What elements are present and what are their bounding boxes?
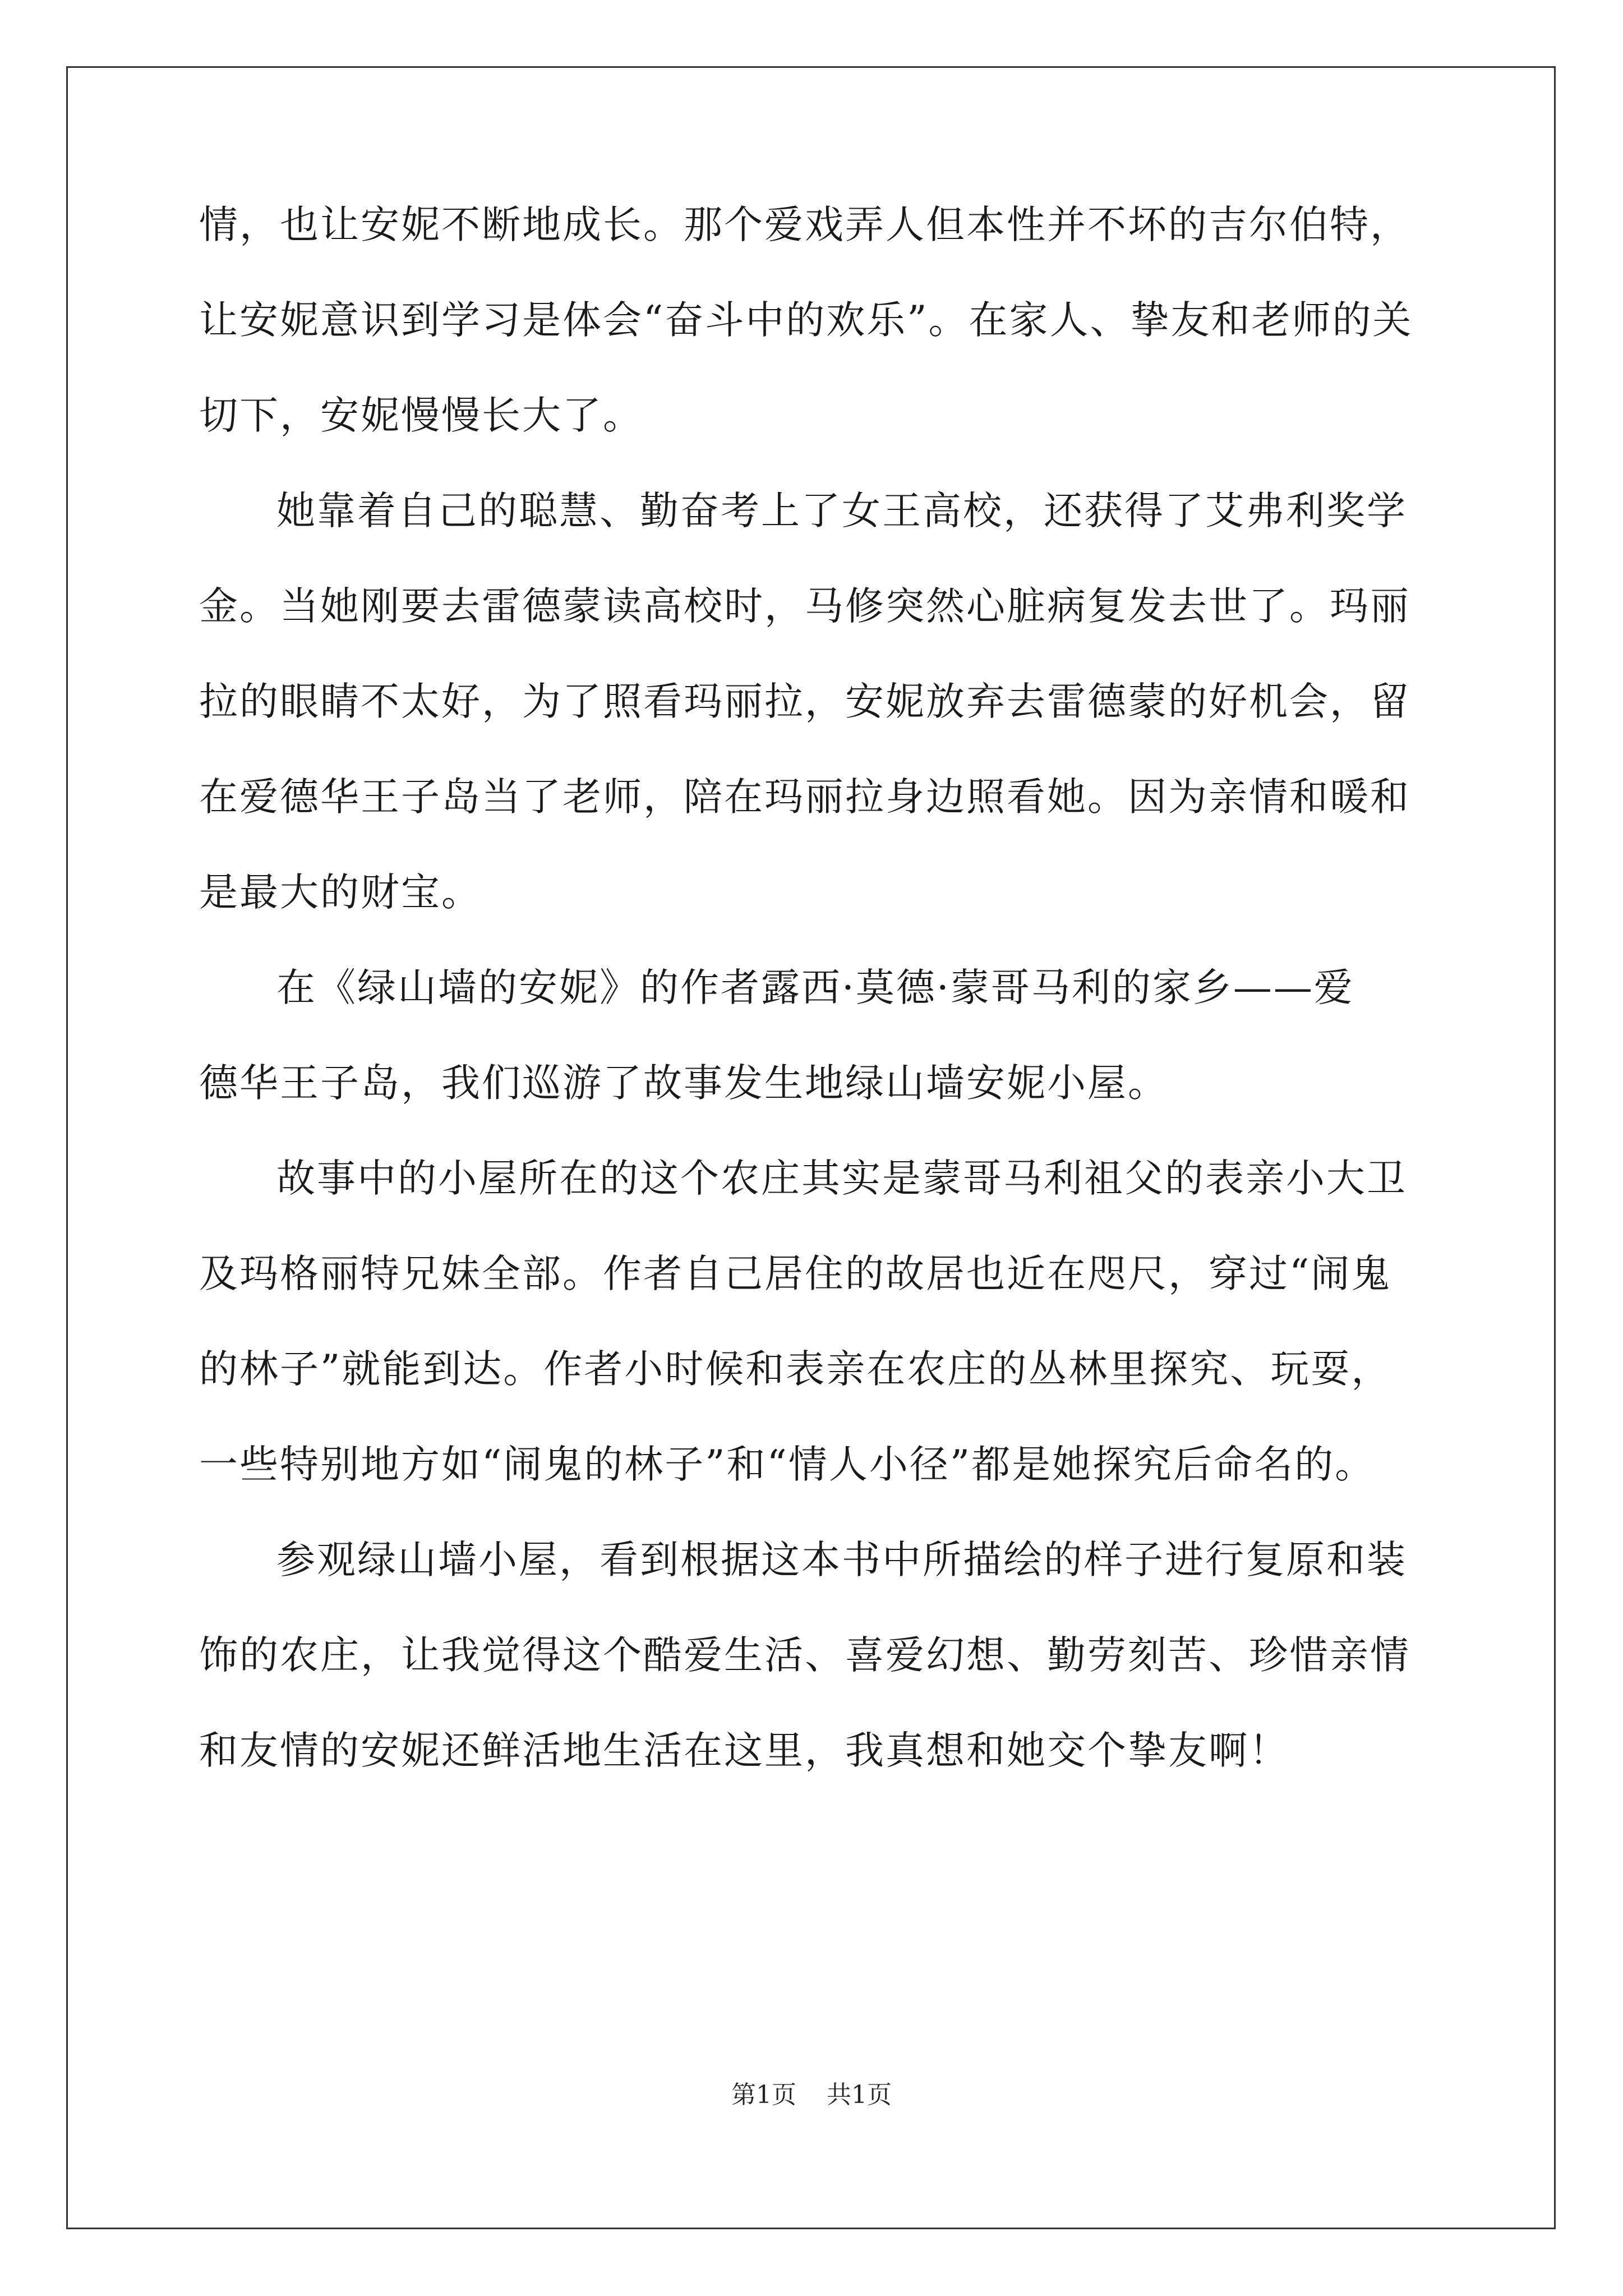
text-line-15: 参观绿山墙小屋，看到根据这本书中所描绘的样子进行复原和装 (276, 1538, 1407, 1582)
text-line-3: 切下，安妮慢慢长大了。 (199, 393, 643, 438)
text-line-11: 故事中的小屋所在的这个农庄其实是蒙哥马利祖父的表亲小大卫 (276, 1156, 1407, 1201)
text-line-7: 在爱德华王子岛当了老师，陪在玛丽拉身边照看她。因为亲情和暖和 (199, 775, 1410, 820)
page-footer (0, 2081, 1623, 2109)
text-line-4: 她靠着自己的聪慧、勤奋考上了女王高校，还获得了艾弗利奖学 (276, 489, 1407, 533)
text-line-1: 情，也让安妮不断地成长。那个爱戏弄人但本性并不坏的吉尔伯特， (199, 203, 1410, 247)
text-line-17: 和友情的安妮还鲜活地生活在这里，我真想和她交个挚友啊！ (199, 1728, 1289, 1773)
text-line-9: 在《绿山墙的安妮》的作者露西·莫德·蒙哥马利的家乡——爱 (276, 965, 1354, 1010)
text-line-10: 德华王子岛，我们巡游了故事发生地绿山墙安妮小屋。 (199, 1061, 1168, 1106)
text-line-16: 饰的农庄，让我觉得这个酷爱生活、喜爱幻想、勤劳刻苦、珍惜亲情 (199, 1633, 1410, 1678)
text-line-2: 让安妮意识到学习是体会“奋斗中的欢乐”。在家人、挚友和老师的关 (199, 298, 1413, 343)
text-line-5: 金。当她刚要去雷德蒙读高校时，马修突然心脏病复发去世了。玛丽 (199, 584, 1410, 629)
text-line-12: 及玛格丽特兄妹全部。作者自己居住的故居也近在咫尺，穿过“闹鬼 (199, 1251, 1392, 1296)
text-line-13: 的林子”就能到达。作者小时候和表亲在农庄的丛林里探究、玩耍， (199, 1347, 1392, 1392)
page-number-total: 共1页 (827, 2081, 892, 2109)
page-number-current: 第1页 (731, 2081, 796, 2109)
text-line-8: 是最大的财宝。 (199, 870, 482, 915)
document-body (199, 202, 1433, 1823)
text-line-6: 拉的眼睛不太好，为了照看玛丽拉，安妮放弃去雷德蒙的好机会，留 (199, 679, 1410, 724)
text-line-14: 一些特别地方如“闹鬼的林子”和“情人小径”都是她探究后命名的。 (199, 1442, 1376, 1487)
